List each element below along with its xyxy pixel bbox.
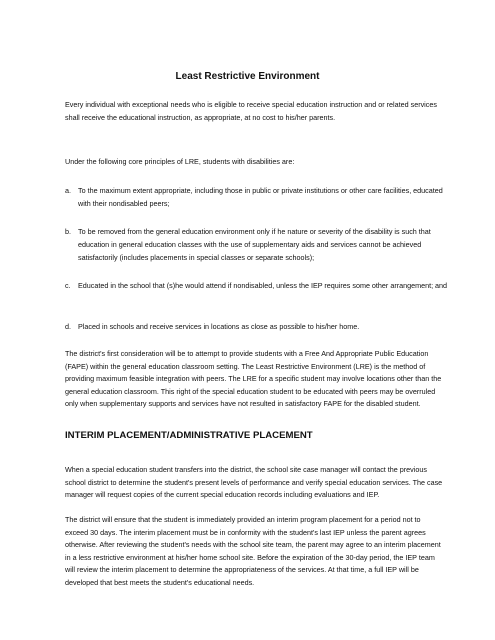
intro-paragraph: Every individual with exceptional needs who is eligible to receive special education instruction and or related services shall receive the educational instruction, as appropriate, at no cost to his/her parents. (65, 100, 437, 122)
principle-marker: a. (65, 186, 71, 195)
section-heading: INTERIM PLACEMENT/ADMINISTRATIVE PLACEMENT (65, 430, 313, 441)
principle-text: Educated in the school that (s)he would attend if nondisabled, unless the IEP requires some other arrangement; and (78, 281, 448, 290)
principle-marker: b. (65, 227, 71, 236)
interim-paragraph: The district will ensure that the student is immediately provided an interim program placement for a period not to exceed 30 days. The interim placement must be in conformity with the student's last IEP unless the parent agrees otherwise. After reviewing the student's needs with the school site team, the parent may agree to an interim placement in a less restrictive environment at his/her home school site. Before the expiration of the 30-day period, the IEP team will review the interim placement to determine the appropriateness of the services. At that time, a full IEP will be developed that best meets the student's educational needs. (65, 515, 441, 587)
principle-text: To the maximum extent appropriate, including those in public or private institutions or other care facilities, educated with their nondisabled peers; (78, 186, 443, 208)
principle-marker: c. (65, 281, 71, 290)
principle-text: Placed in schools and receive services in locations as close as possible to his/her home. (78, 322, 360, 331)
principle-text: To be removed from the general education environment only if he nature or severity of the disability is such that education in general education classes with the use of supplementary aids and services cannot be achieved satisfactorily (includes placements in special classes or separate schools); (78, 227, 431, 262)
principle-marker: d. (65, 322, 71, 331)
fape-paragraph: The district's first consideration will be to attempt to provide students with a Free And Appropriate Public Education (FAPE) within the general education classroom setting. The Least Restrictive Environment (LRE) is the method of providing maximum feasible integration with peers. The LRE for a specific student may involve locations other than the general education classroom. This right of the special education student to be educated with peers may be overruled only when supplementary supports and services have not resulted in satisfactory FAPE for the disabled student. (65, 349, 442, 408)
transfer-paragraph: When a special education student transfers into the district, the school site case manager will contact the previous school district to determine the student's present levels of performance and verify special education services. The case manager will request copies of the current special education records including evaluations and IEP. (65, 465, 443, 499)
principles-lead: Under the following core principles of LRE, students with disabilities are: (65, 157, 295, 166)
page-title: Least Restrictive Environment (175, 71, 320, 82)
